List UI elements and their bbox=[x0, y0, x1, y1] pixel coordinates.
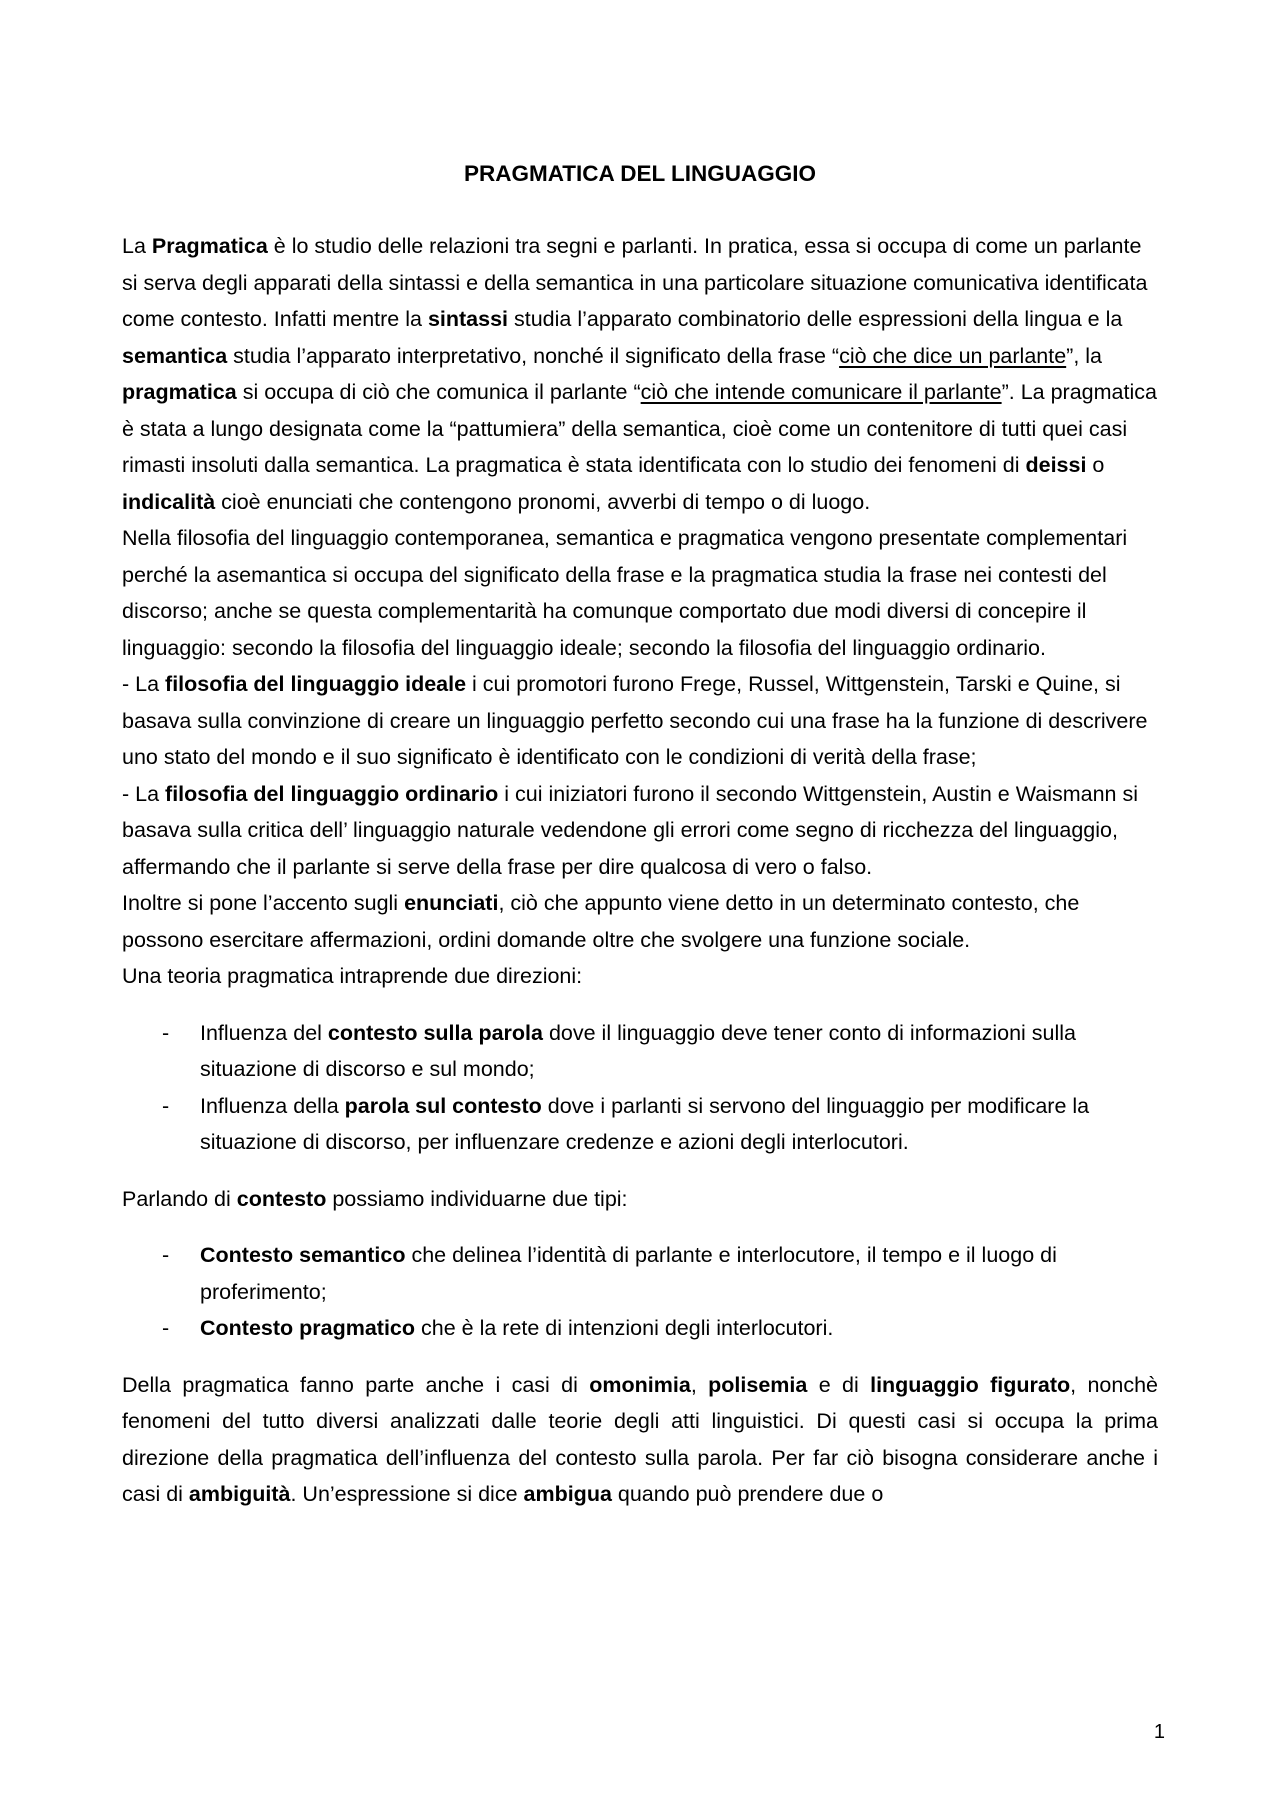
text-run: che delinea l’identità di parlante e interlocutore, il tempo e il luogo di proferimento; bbox=[200, 1243, 1057, 1304]
bold-term-sintassi: sintassi bbox=[427, 307, 509, 331]
paragraph-two-directions-intro: Una teoria pragmatica intraprende due direzioni: bbox=[122, 964, 583, 988]
text-run: studia l’apparato combinatorio delle espressioni della lingua e la bbox=[508, 307, 1123, 331]
directions-list bbox=[122, 1015, 1158, 1161]
text-run: . Un’espressione si dice bbox=[290, 1482, 524, 1506]
bold-term-word-on-context: parola sul contesto bbox=[344, 1093, 542, 1118]
bold-term-polisemia: polisemia bbox=[708, 1372, 808, 1397]
bold-term-context-on-word: contesto sulla parola bbox=[327, 1020, 543, 1045]
bold-term-ambiguita: ambiguità bbox=[188, 1482, 291, 1506]
text-run: , bbox=[690, 1372, 709, 1397]
bold-term-pragmatic-context: Contesto pragmatico bbox=[200, 1316, 416, 1340]
text-run: , ciò che appunto viene detto in un determinato contesto, che possono esercitare affermazioni, ordini domande oltre che svolgere una funzione sociale. bbox=[122, 891, 1080, 952]
list-item bbox=[122, 1237, 1158, 1310]
text-run: possiamo individuarne due tipi: bbox=[326, 1186, 628, 1211]
bold-term-indicalita: indicalità bbox=[122, 489, 216, 514]
paragraph-enunciati bbox=[122, 885, 1158, 958]
spacer bbox=[122, 1347, 1158, 1367]
bold-term-semantic-context: Contesto semantico bbox=[200, 1243, 406, 1267]
text-run: studia l’apparato interpretativo, nonché il significato della frase “ bbox=[227, 343, 840, 368]
text-run: ”, la bbox=[1066, 343, 1103, 368]
text-run: - La bbox=[122, 672, 166, 696]
text-run: i cui promotori furono Frege, Russel, Wittgenstein, Tarski e Quine, si basava sulla convinzione di creare un linguaggio perfetto secondo cui una frase ha la funzione di descrivere uno stato del mondo e il suo significato è identificato con le condizioni di verità della frase; bbox=[122, 672, 1148, 769]
text-run: o bbox=[1086, 453, 1105, 477]
text-run: è lo studio delle relazioni tra segni e parlanti. In pratica, essa si occupa di come un parlante si serva degli apparati della sintassi e della semantica in una particolare situazione comunicativa identificata come contesto. Infatti mentre la bbox=[122, 234, 1148, 331]
text-run: si occupa di ciò che comunica il parlante “ bbox=[236, 380, 641, 404]
text-run: ”. La pragmatica è stata a lungo designata come la “pattumiera” della semantica, cioè come un contenitore di tutti quei casi rimasti insoluti dalla semantica. La pragmatica è stata identificata con lo studio dei fenomeni di bbox=[122, 380, 1157, 477]
page-number: 1 bbox=[1153, 1721, 1165, 1743]
page-title: PRAGMATICA DEL LINGUAGGIO bbox=[463, 161, 817, 186]
text-run: che è la rete di intenzioni degli interlocutori. bbox=[415, 1316, 834, 1340]
text-run: - La bbox=[122, 781, 166, 806]
spacer bbox=[122, 1217, 1158, 1237]
paragraph-context-types-intro bbox=[122, 1181, 1158, 1218]
bold-term-deissi: deissi bbox=[1025, 453, 1087, 477]
text-run: quando può prendere due o bbox=[611, 1482, 884, 1506]
dash-bullet: - bbox=[162, 1243, 170, 1267]
dash-bullet: - bbox=[162, 1093, 170, 1118]
text-run: dove il linguaggio deve tener conto di informazioni sulla situazione di discorso e sul mondo; bbox=[200, 1020, 1077, 1081]
bold-term-pragmatica: Pragmatica bbox=[151, 234, 268, 258]
spacer bbox=[122, 995, 1158, 1015]
text-run: Influenza del bbox=[200, 1020, 328, 1045]
spacer bbox=[122, 1161, 1158, 1181]
text-run: , nonchè fenomeni del tutto diversi analizzati dalle teorie degli atti linguistici. Di questi casi si occupa la prima direzione della pragmatica dell’influenza del contesto sulla parola. Per far ciò bisogna considerare anche i casi di bbox=[122, 1372, 1158, 1506]
paragraph-ordinary-language bbox=[122, 776, 1158, 886]
bold-term-ordinary-language: filosofia del linguaggio ordinario bbox=[165, 781, 499, 806]
dash-bullet: - bbox=[162, 1020, 170, 1045]
bold-term-pragmatica-lower: pragmatica bbox=[122, 380, 237, 404]
text-run: e di bbox=[807, 1372, 871, 1397]
list-item bbox=[122, 1015, 1158, 1088]
text-run: Influenza della bbox=[200, 1093, 345, 1118]
dash-bullet: - bbox=[162, 1316, 170, 1340]
paragraph-ideal-language bbox=[122, 666, 1158, 776]
text-run: cioè enunciati che contengono pronomi, avverbi di tempo o di luogo. bbox=[215, 489, 871, 514]
paragraph-ambiguity bbox=[122, 1367, 1158, 1513]
bold-term-ideal-language: filosofia del linguaggio ideale bbox=[165, 672, 467, 696]
underlined-phrase-what-speaker-means: ciò che intende comunicare il parlante bbox=[640, 380, 1002, 404]
list-item bbox=[122, 1310, 1158, 1347]
bold-term-enunciati: enunciati bbox=[404, 891, 499, 915]
bold-term-figurative-language: linguaggio figurato bbox=[870, 1372, 1071, 1397]
bold-term-semantica: semantica bbox=[122, 343, 228, 368]
bold-term-ambigua: ambigua bbox=[523, 1482, 612, 1506]
text-run: Della pragmatica fanno parte anche i casi di bbox=[122, 1372, 590, 1397]
context-types-list bbox=[122, 1237, 1158, 1347]
text-run: dove i parlanti si servono del linguaggio per modificare la situazione di discorso, per influenzare credenze e azioni degli interlocutori. bbox=[200, 1093, 1090, 1154]
text-run: Inoltre si pone l’accento sugli bbox=[122, 891, 405, 915]
document-body bbox=[122, 156, 1158, 1513]
text-run: Parlando di bbox=[122, 1186, 237, 1211]
paragraph-pragmatica-definition bbox=[122, 228, 1158, 520]
text-run: La bbox=[122, 234, 152, 258]
underlined-phrase-what-speaker-says: ciò che dice un parlante bbox=[839, 343, 1067, 368]
bold-term-omonimia: omonimia bbox=[589, 1372, 691, 1397]
paragraph-philosophy-of-language: Nella filosofia del linguaggio contemporanea, semantica e pragmatica vengono presentate complementari perché la asemantica si occupa del significato della frase e la pragmatica studia la frase nei contesti del discorso; anche se questa complementarità ha comunque comportato due modi diversi di concepire il linguaggio: secondo la filosofia del linguaggio ideale; secondo la filosofia del linguaggio ordinario. bbox=[122, 526, 1128, 660]
text-run: i cui iniziatori furono il secondo Wittgenstein, Austin e Waismann si basava sulla critica dell’ linguaggio naturale vedendone gli errori come segno di ricchezza del linguaggio, affermando che il parlante si serve della frase per dire qualcosa di vero o falso. bbox=[122, 781, 1139, 879]
list-item bbox=[122, 1088, 1158, 1161]
bold-term-contesto: contesto bbox=[236, 1186, 327, 1211]
